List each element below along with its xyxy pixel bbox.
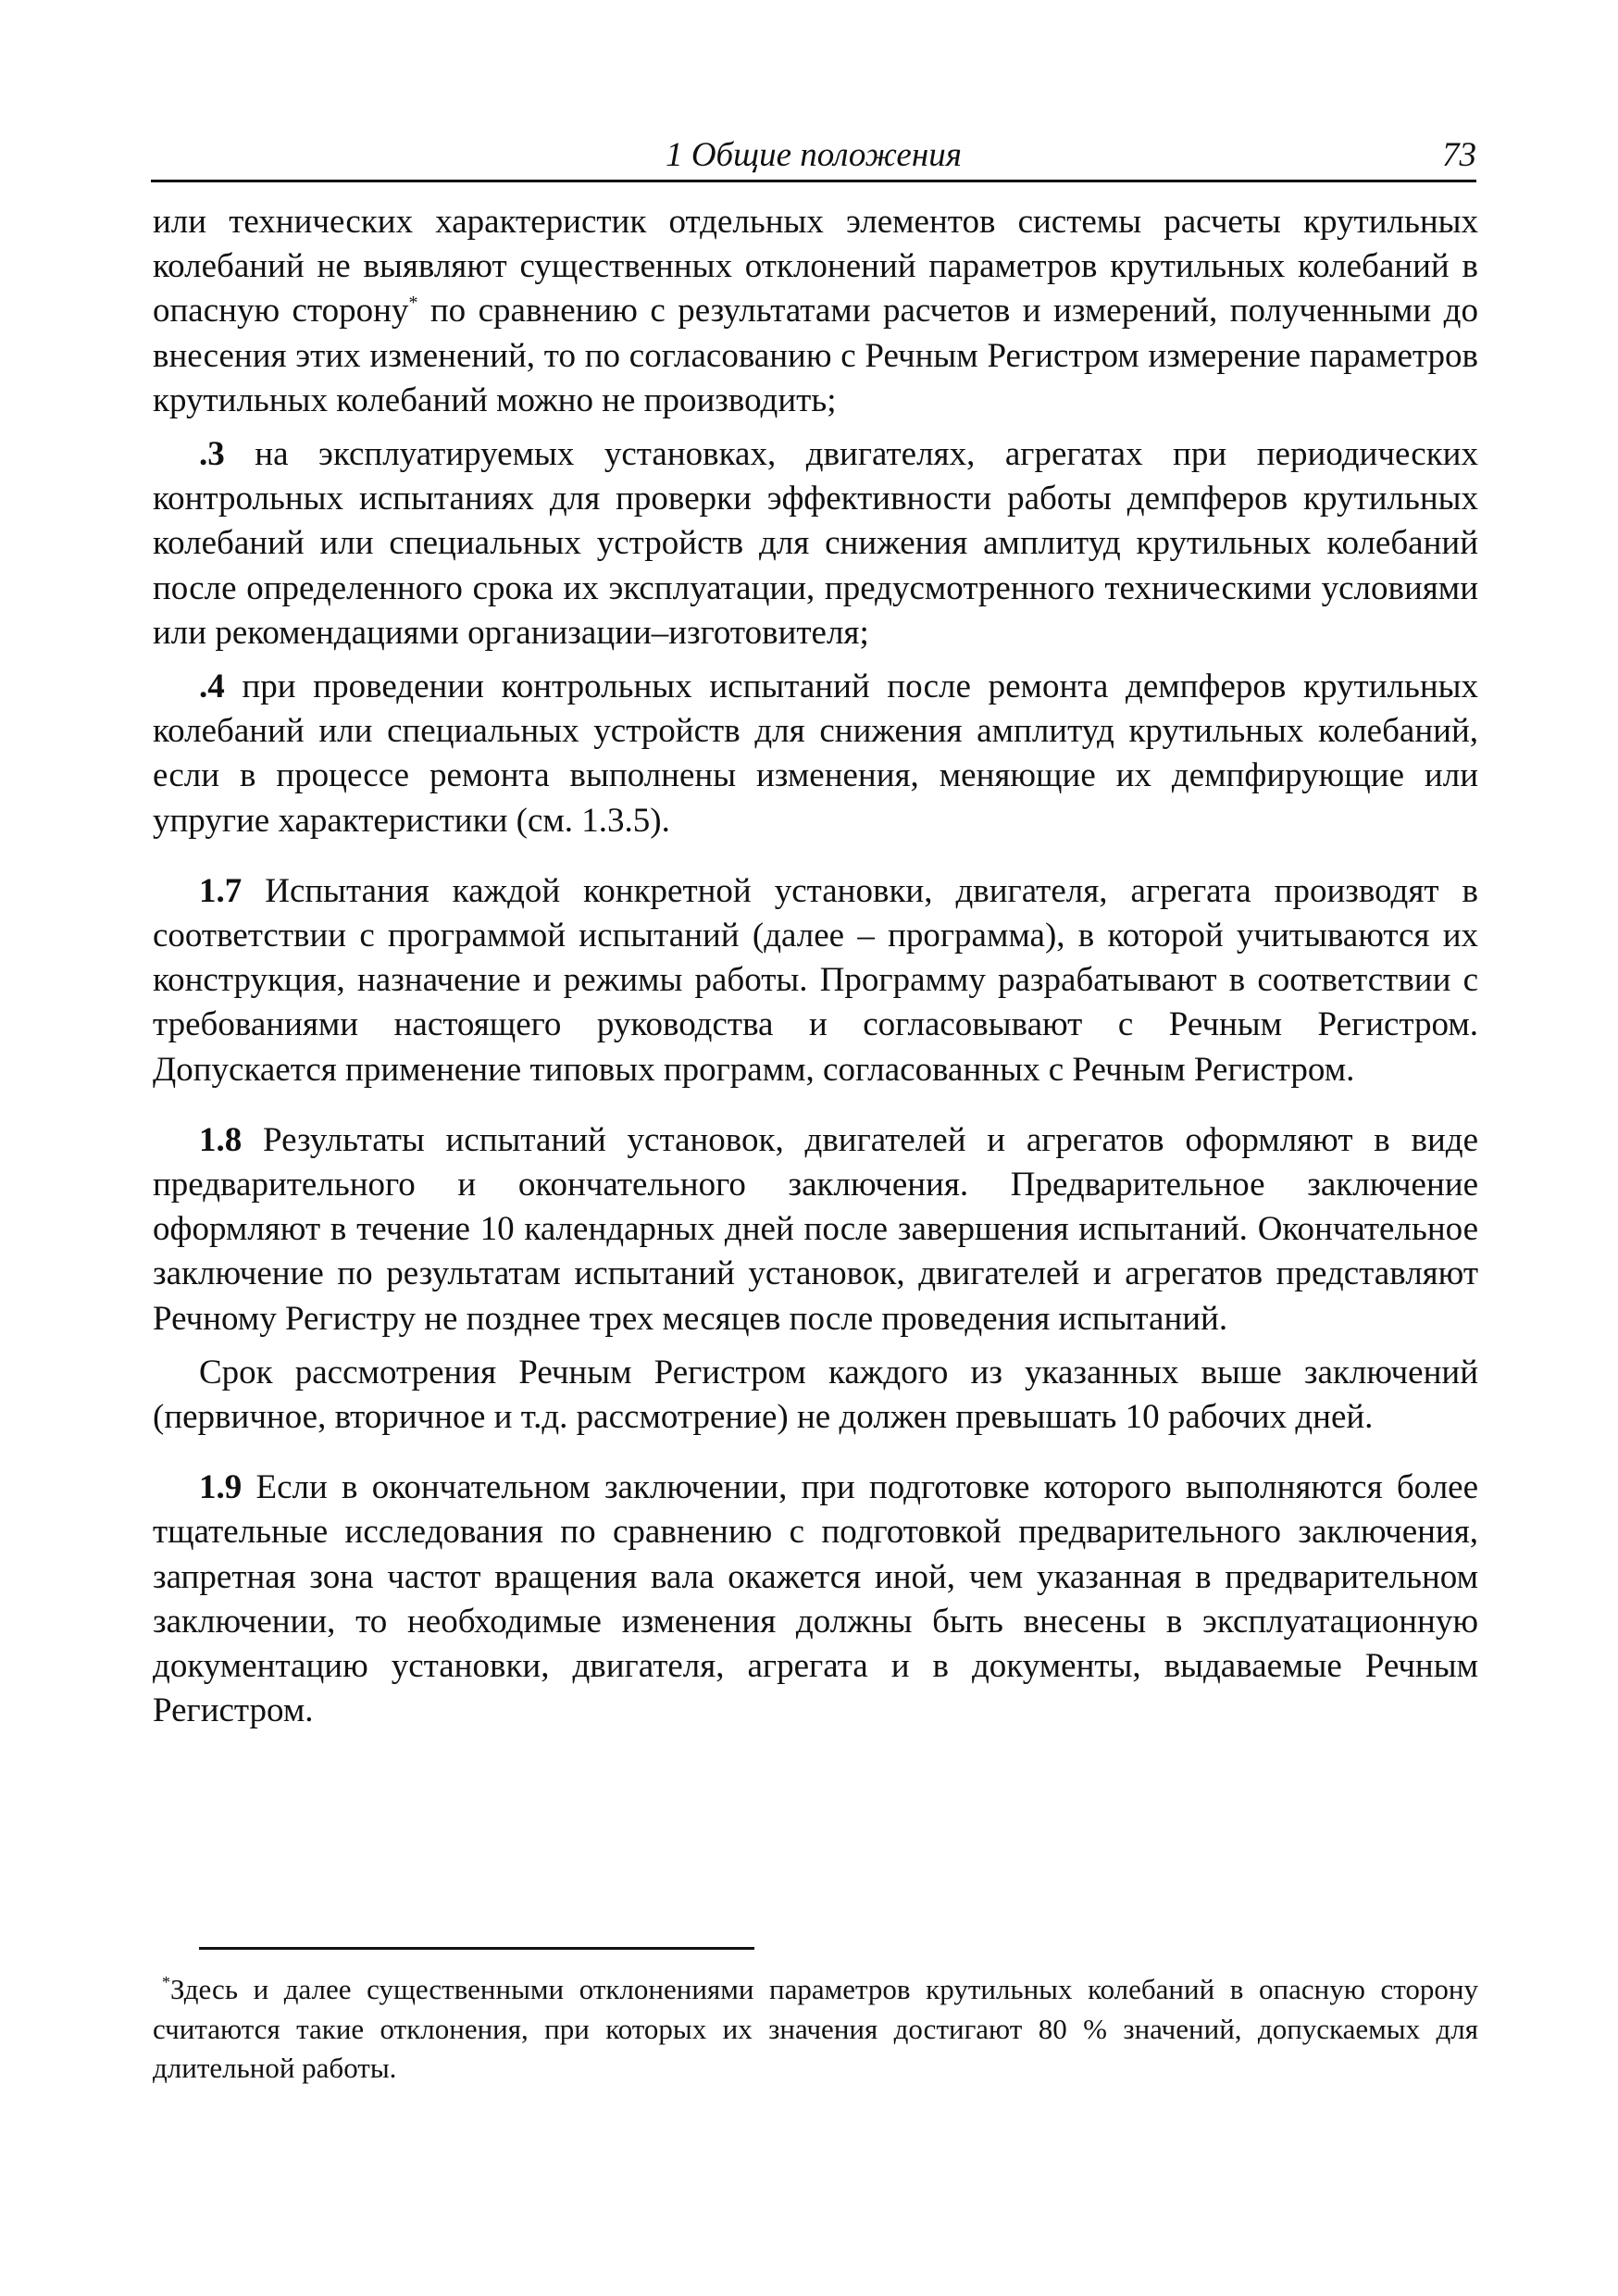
section-number: 1.7 <box>199 871 243 910</box>
footnote <box>153 1970 1478 2089</box>
item-number: .3 <box>199 435 225 474</box>
paragraph-text: Результаты испытаний установок, двигателей и агрегатов оформляют в виде предварительного и окончательного заключения. Предварительное заключение оформляют в течение 10 календарных дней после завершения испытаний. Окончательное заключение по результатам испытаний установок, двигателей и агрегатов представляют Речному Регистру не позднее трех месяцев после проведения испытаний. <box>153 1120 1478 1338</box>
item-number: .4 <box>199 668 225 706</box>
section-1-9 <box>153 1466 1478 1733</box>
list-item-4 <box>153 665 1478 843</box>
paragraph-text: при проведении контрольных испытаний после ремонта демпферов крутильных колебаний или специальных устройств для снижения амплитуд крутильных колебаний, если в процессе ремонта выполнены изменения, меняющие их демпфирующие или упругие характеристики (см. 1.3.5). <box>153 668 1478 840</box>
list-item-3 <box>153 432 1478 655</box>
paragraph-text: по сравнению с результатами расчетов и измерений, полученными до внесения этих изменений, то по согласованию с Речным Регистром измерение параметров крутильных колебаний можно не производить; <box>153 292 1478 419</box>
paragraph-text: Срок рассмотрения Речным Регистром каждого из указанных выше заключений (первичное, вторичное и т.д. рассмотрение) не должен превышать 10 рабочих дней. <box>153 1353 1478 1437</box>
running-header-title: 1 Общие положения <box>666 136 962 174</box>
paragraph-text: на эксплуатируемых установках, двигателях, агрегатах при периодических контрольных испытаниях для проверки эффективности работы демпферов крутильных колебаний или специальных устройств для снижения амплитуд крутильных колебаний после определенного срока их эксплуатации, предусмотренного техническими условиями или рекомендациями организации–изготовителя; <box>153 435 1478 652</box>
footnote-mark: * <box>162 1973 170 1991</box>
page-body <box>153 200 1478 1734</box>
page-number: 73 <box>1442 136 1476 174</box>
running-header <box>151 128 1476 182</box>
footnote-reference: * <box>408 293 418 314</box>
paragraph-review-period <box>153 1351 1478 1440</box>
section-1-8 <box>153 1118 1478 1341</box>
section-1-7 <box>153 869 1478 1092</box>
footnote-separator <box>199 1947 754 1950</box>
paragraph-text: Испытания каждой конкретной установки, двигателя, агрегата производят в соответствии с программой испытаний (далее – программа), в которой учитываются их конструкция, назначение и режимы работы. Программу разрабатывают в соответствии с требованиями настоящего руководства и согласовывают с Речным Регистром. Допускается применение типовых программ, согласованных с Речным Регистром. <box>153 871 1478 1089</box>
paragraph-text: Если в окончательном заключении, при подготовке которого выполняются более тщательные исследования по сравнению с подготовкой предварительного заключения, запретная зона частот вращения вала окажется иной, чем указанная в предварительном заключении, то необходимые изменения должны быть внесены в эксплуатационную документацию установки, двигателя, агрегата и в документы, выдаваемые Речным Регистром. <box>153 1468 1478 1730</box>
paragraph-continuation <box>153 200 1478 423</box>
footnote-text: Здесь и далее существенными отклонениями параметров крутильных колебаний в опасную сторону считаются такие отклонения, при которых их значения достигают 80 % значений, допускаемых для длительной работы. <box>153 1973 1478 2084</box>
section-number: 1.8 <box>199 1120 243 1159</box>
section-number: 1.9 <box>199 1468 243 1507</box>
paragraph-text: или технических характеристик отдельных элементов системы расчеты крутильных колебаний не выявляют существенных отклонений параметров крутильных колебаний в опасную сторону <box>153 203 1478 331</box>
